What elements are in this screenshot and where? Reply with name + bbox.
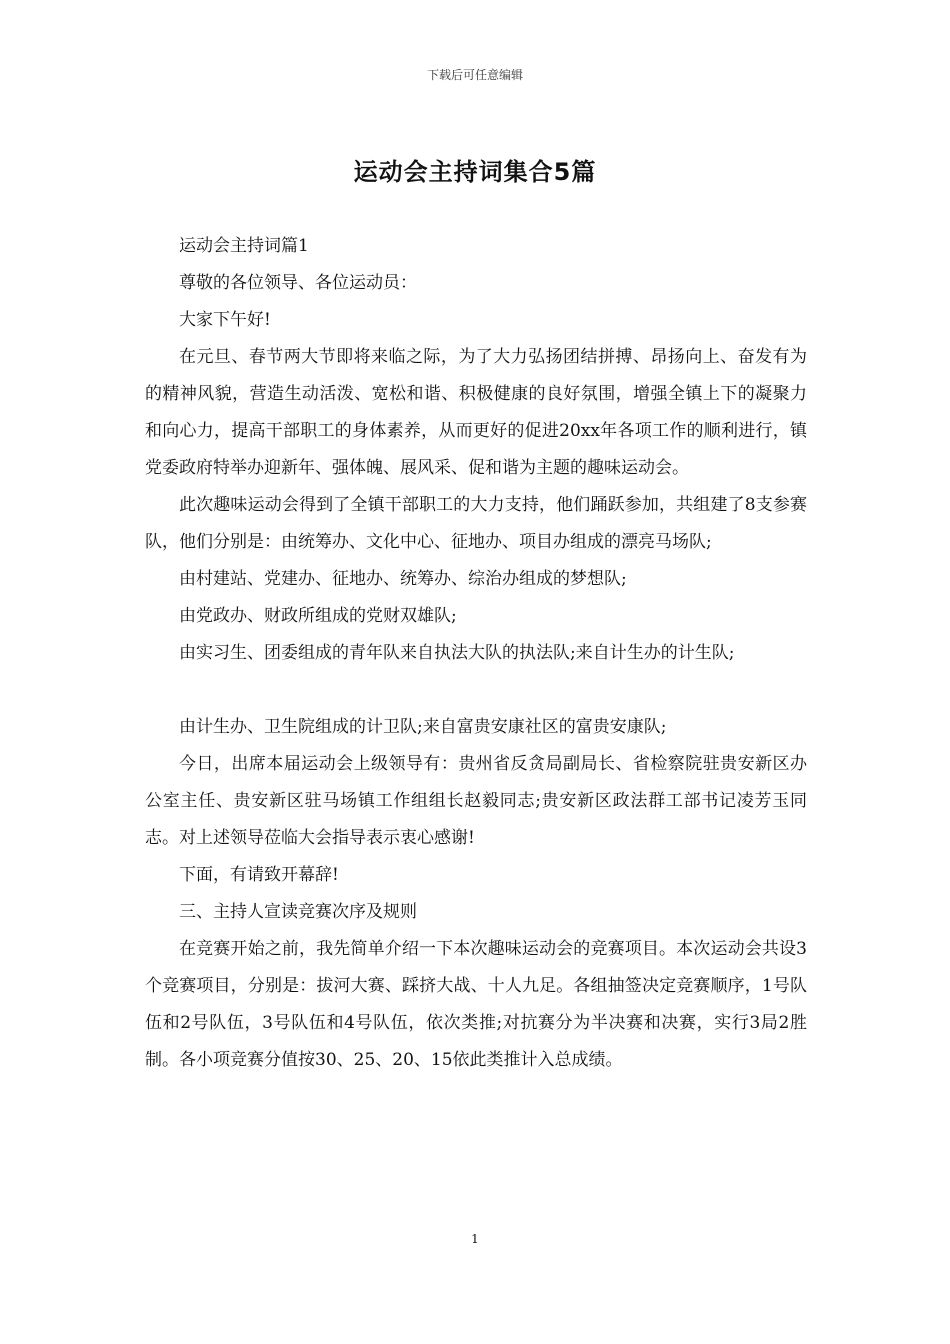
body-paragraph: 今日，出席本届运动会上级领导有：贵州省反贪局副局长、省检察院驻贵安新区办公室主任、贵安新区驻马场镇工作组组长赵毅同志;贵安新区政法群工部书记凌芳玉同志。对上述领导莅临大会指导表示衷心感谢! bbox=[145, 754, 807, 848]
body-paragraph: 在元旦、春节两大节即将来临之际，为了大力弘扬团结拼搏、昂扬向上、奋发有为的精神风貌，营造生动活泼、宽松和谐、积极健康的良好氛围，增强全镇上下的凝聚力和向心力，提高干部职工的身体素养，从而更好的促进20xx年各项工作的顺利进行，镇党委政府特举办迎新年、强体魄、展风采、促和谐为主题的趣味运动会。 bbox=[145, 347, 807, 478]
section-heading: 运动会主持词篇1 bbox=[179, 236, 309, 256]
document-body bbox=[145, 228, 807, 1079]
salutation: 尊敬的各位领导、各位运动员： bbox=[179, 273, 417, 293]
body-paragraph: 下面，有请致开幕辞! bbox=[179, 865, 339, 885]
blank-line bbox=[145, 672, 807, 709]
body-paragraph: 在竞赛开始之前，我先简单介绍一下本次趣味运动会的竞赛项目。本次运动会共设3个竞赛项目，分别是：拔河大赛、踩挤大战、十人九足。各组抽签决定竞赛顺序，1号队伍和2号队伍，3号队伍和4号队伍，依次类推;对抗赛分为半决赛和决赛，实行3局2胜制。各小项竞赛分值按30、25、20、15依此类推计入总成绩。 bbox=[145, 939, 807, 1070]
body-paragraph: 由实习生、团委组成的青年队来自执法大队的执法队;来自计生办的计生队; bbox=[179, 643, 735, 663]
section-heading: 三、主持人宣读竞赛次序及规则 bbox=[179, 902, 417, 922]
body-paragraph: 由村建站、党建办、征地办、统筹办、综治办组成的梦想队; bbox=[179, 569, 627, 589]
greeting: 大家下午好! bbox=[179, 310, 271, 330]
body-paragraph: 由计生办、卫生院组成的计卫队;来自富贵安康社区的富贵安康队; bbox=[179, 717, 667, 737]
page-number: 1 bbox=[471, 1232, 479, 1246]
document-title: 运动会主持词集合5篇 bbox=[353, 158, 597, 186]
body-paragraph: 由党政办、财政所组成的党财双雄队; bbox=[179, 606, 457, 626]
page-header: 下载后可任意编辑 bbox=[426, 68, 523, 82]
body-paragraph: 此次趣味运动会得到了全镇干部职工的大力支持，他们踊跃参加，共组建了8支参赛队，他们分别是：由统筹办、文化中心、征地办、项目办组成的漂亮马场队; bbox=[145, 495, 807, 552]
